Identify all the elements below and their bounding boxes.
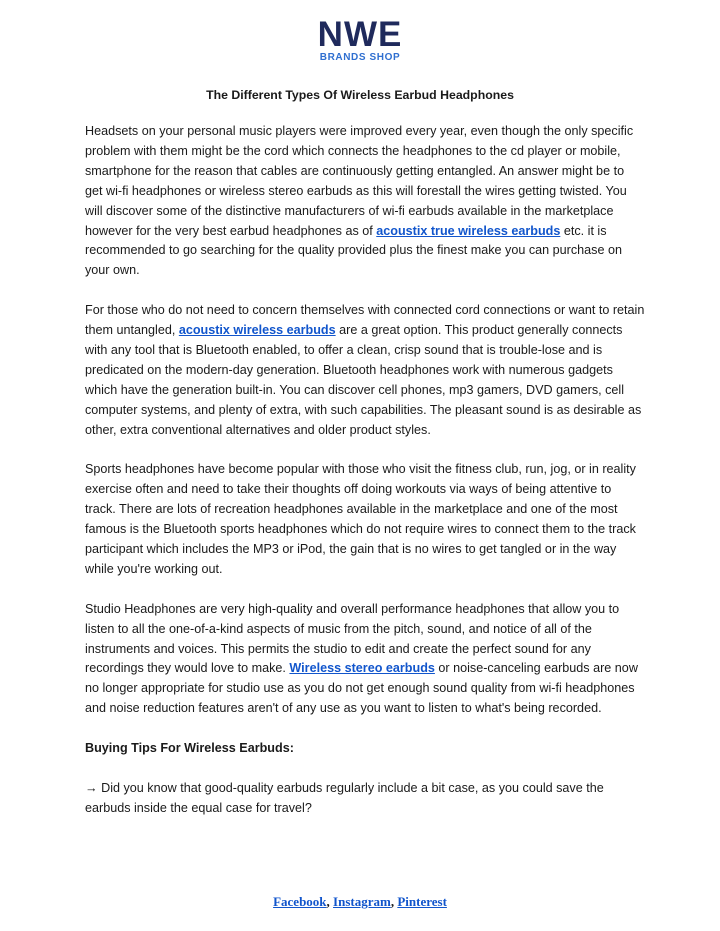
paragraph-5: → Did you know that good-quality earbuds regularly include a bit case, as you could save the earbuds inside the equal case for travel? (85, 780, 604, 815)
footer-separator: , (326, 894, 334, 909)
paragraph-2-text-start: For those who do not need to concern themselves with connected cord connections or want to retain them untangled, (85, 303, 645, 338)
link-acoustix-wireless-earbuds[interactable]: acoustix wireless earbuds (178, 323, 336, 338)
document-body (85, 122, 645, 839)
facebook-link[interactable]: Facebook (273, 894, 327, 909)
paragraph-3: Sports headphones have become popular with those who visit the fitness club, run, jog, or in reality exercise often and need to take their thoughts off doing workouts via ways of being attentive to track. There are lots of recreation headphones available in the marketplace and one of the most famous is the Bluetooth sports headphones which do not require wires to connect them to the track participant which includes the MP3 or iPod, the gain that is no wires to get tangled or in the way while you're working out. (85, 462, 636, 576)
section-heading: Buying Tips For Wireless Earbuds: (85, 741, 294, 756)
paragraph-1-text-end: etc. it is recommended to go searching for the quality provided plus the finest make you can purchase on your own. (85, 223, 622, 278)
footer-separator: , (390, 894, 398, 909)
document-title: The Different Types Of Wireless Earbud Headphones (206, 88, 514, 102)
social-links-footer (0, 893, 720, 911)
paragraph-1 (85, 122, 645, 281)
paragraph-4 (85, 600, 645, 719)
pinterest-link[interactable]: Pinterest (397, 894, 447, 909)
paragraph-2-text-end: are a great option. This product generally connects with any tool that is Bluetooth enabled, to offer a clean, crisp sound that is trouble-lose and is predicated on the modern-day generation. Bluetooth headphones work with numerous gadgets which have the generation built-in. You can discover cell phones, mp3 gamers, DVD gamers, cell computer systems, and plenty of extra, with such capabilities. The pleasant sound is as desirable as other, extra conventional alternatives and older product styles. (85, 323, 642, 437)
link-wireless-stereo-earbuds[interactable]: Wireless stereo earbuds (289, 661, 435, 676)
paragraph-2 (85, 301, 645, 440)
paragraph-1-text-start: Headsets on your personal music players were improved every year, even though the only specific problem with them might be the cord which connects the headphones to the cd player or mobile, smartphone for the reason that cables are continuously getting entangled. An answer might be to get wi-fi headphones or wireless stereo earbuds as this will forestall the wires getting twisted. You will discover some of the distinctive manufacturers of wi-fi earbuds available in the marketplace however for the very best earbud headphones as of (85, 124, 634, 238)
logo-tagline: BRANDS SHOP (319, 52, 401, 63)
instagram-link[interactable]: Instagram (333, 894, 391, 909)
logo-wordmark: NWE (317, 15, 403, 54)
paragraph-4-text-start: Studio Headphones are very high-quality and overall performance headphones that allow you to listen to all the one-of-a-kind aspects of music from the pitch, sound, and notice of all of the instruments and voices. This permits the studio to edit and create the perfect sound for any recordings they would love to make. (85, 601, 620, 676)
paragraph-4-text-end: or noise-canceling earbuds are now no longer appropriate for studio use as you do not get enough sound quality from wi-fi headphones and noise reduction features aren't of any use as you want to listen to what's being recorded. (85, 661, 638, 716)
brand-logo (0, 15, 720, 64)
link-acoustix-true-wireless-earbuds[interactable]: acoustix true wireless earbuds (376, 223, 561, 238)
